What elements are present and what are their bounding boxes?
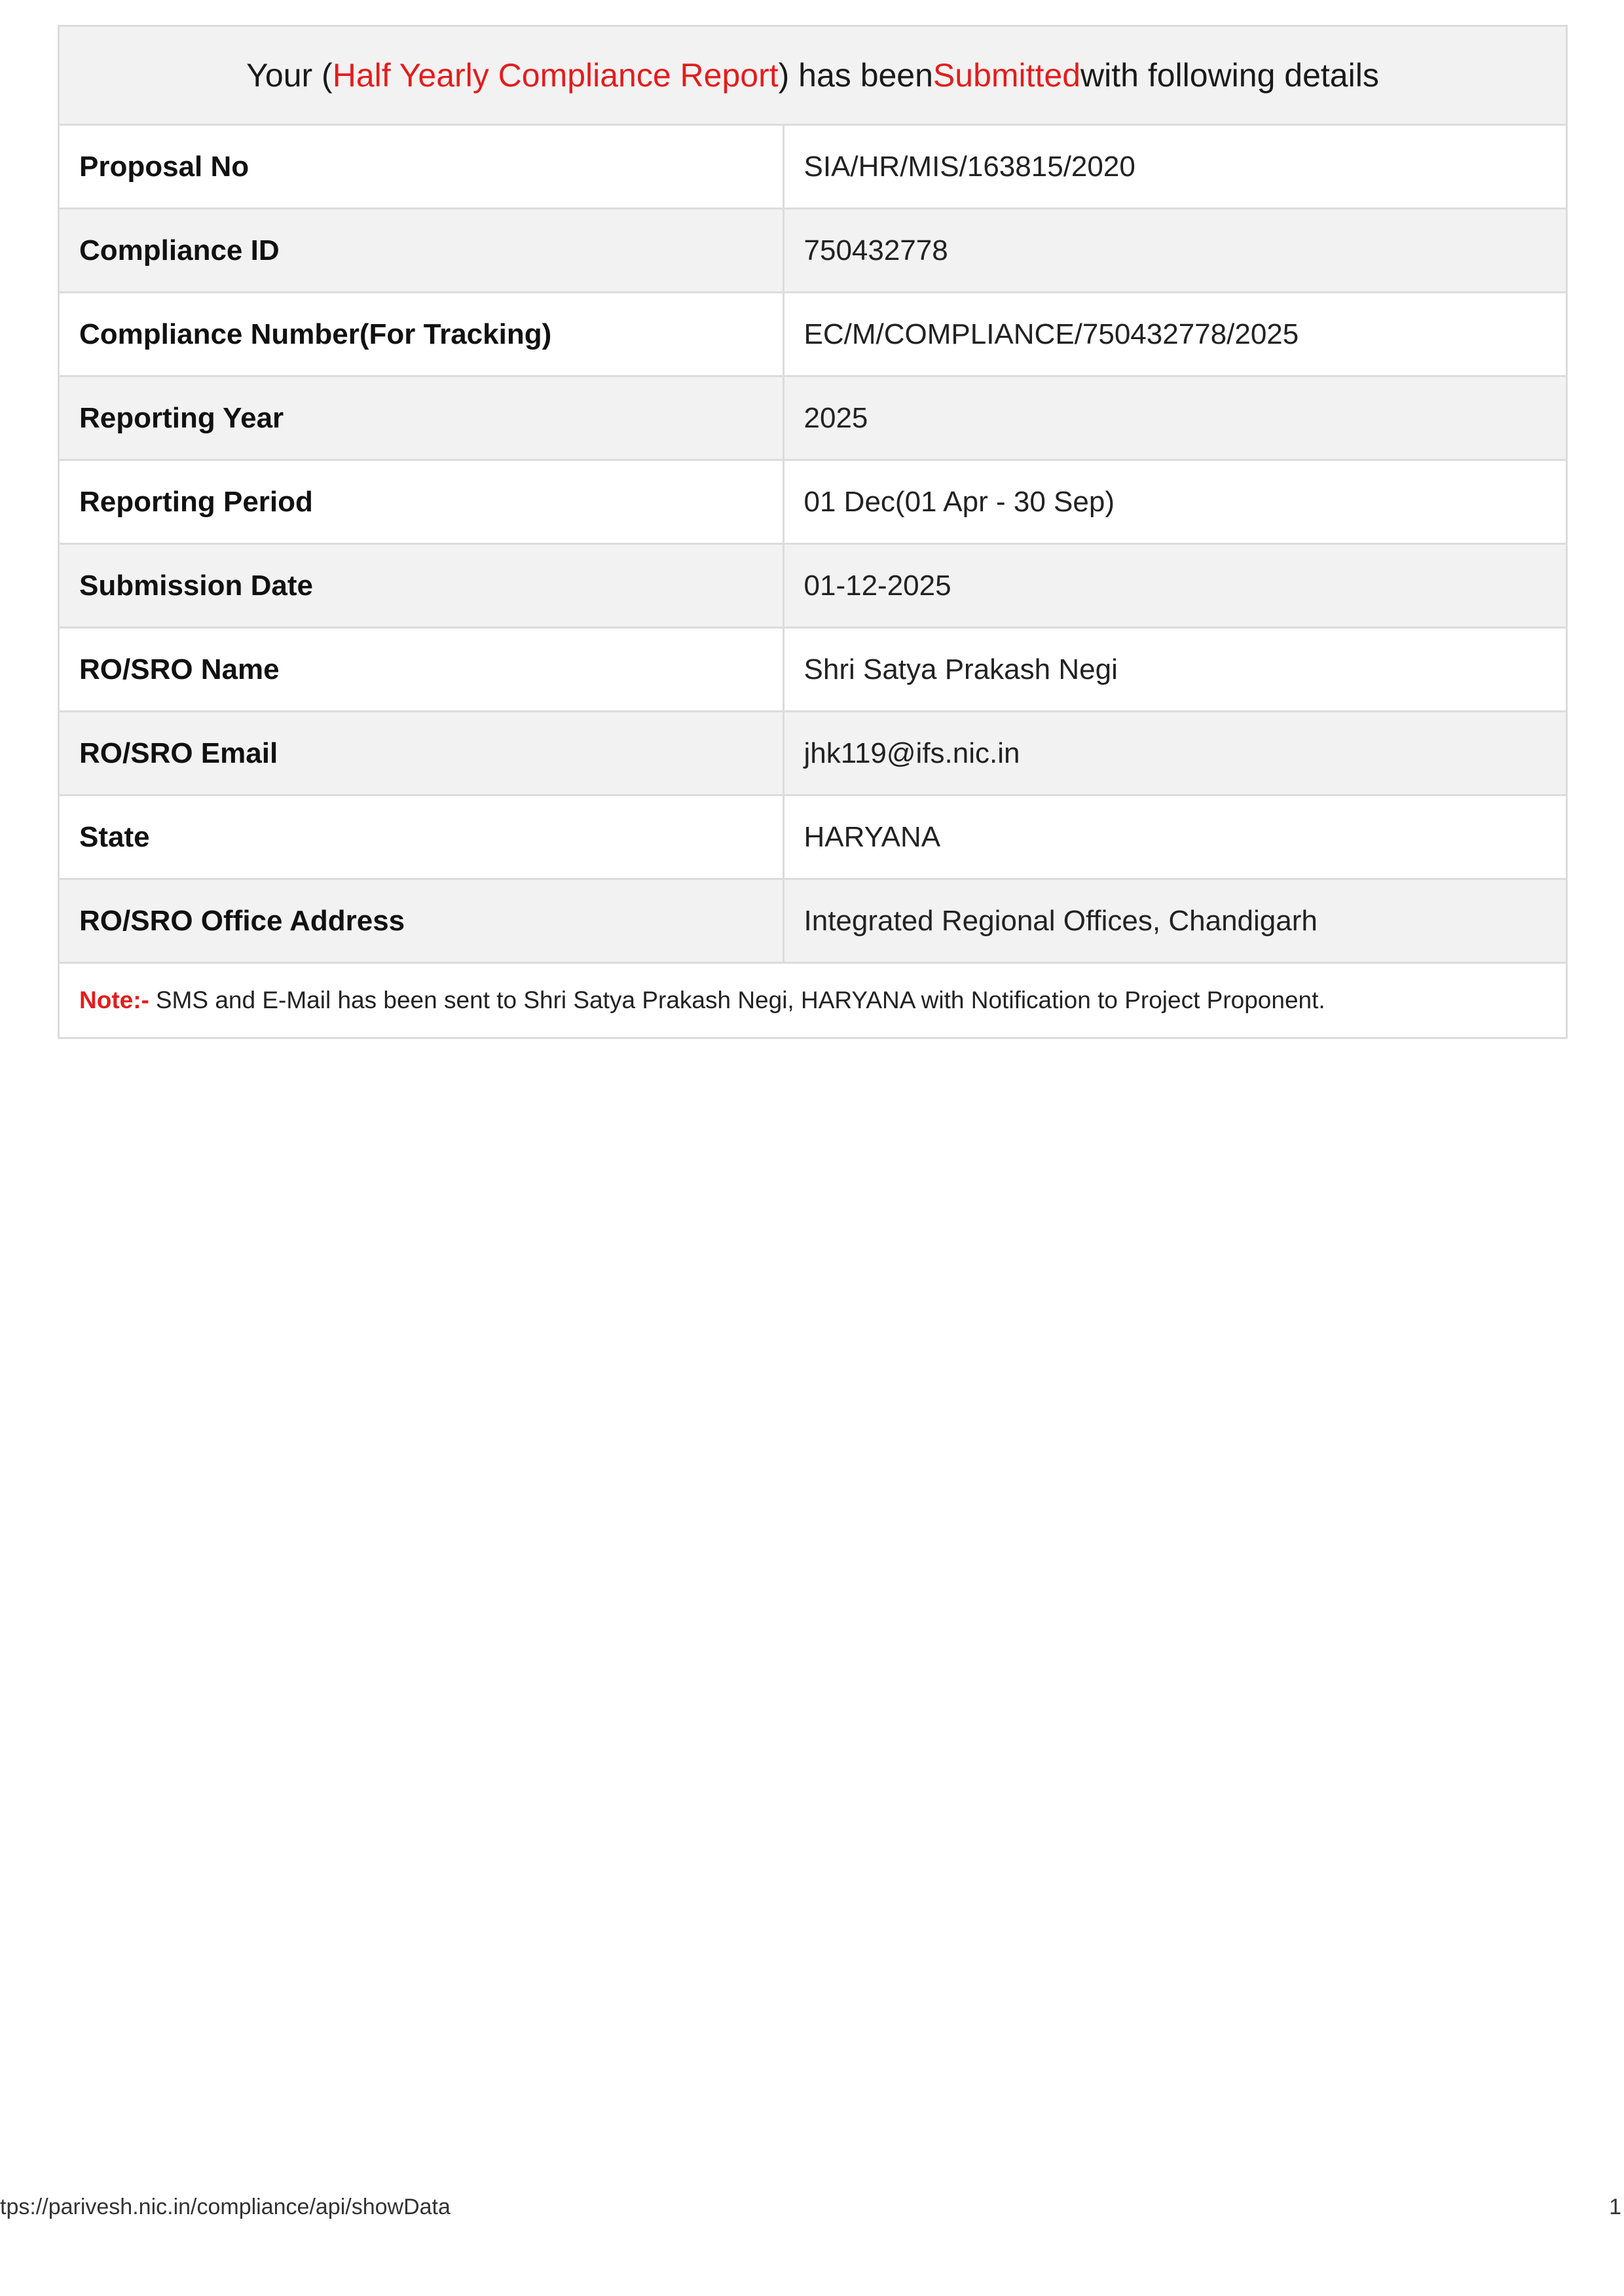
row-value: 750432778 bbox=[783, 209, 1566, 293]
row-value: 01-12-2025 bbox=[783, 544, 1566, 628]
details-row-compliance-id bbox=[60, 209, 1566, 293]
report-header bbox=[60, 27, 1566, 126]
row-label: State bbox=[60, 795, 783, 879]
compliance-report-card bbox=[58, 25, 1568, 1039]
report-type: Half Yearly Compliance Report bbox=[332, 57, 779, 94]
details-row-ro-sro-name bbox=[60, 628, 1566, 712]
details-row-reporting-period bbox=[60, 460, 1566, 544]
row-value: Integrated Regional Offices, Chandigarh bbox=[783, 879, 1566, 963]
row-value: HARYANA bbox=[783, 795, 1566, 879]
row-value: SIA/HR/MIS/163815/2020 bbox=[783, 126, 1566, 209]
details-row-proposal-no bbox=[60, 126, 1566, 209]
row-label: RO/SRO Office Address bbox=[60, 879, 783, 963]
row-label: Compliance Number(For Tracking) bbox=[60, 293, 783, 376]
details-row-ro-sro-email bbox=[60, 712, 1566, 795]
footer-url: tps://parivesh.nic.in/compliance/api/showData bbox=[0, 2195, 451, 2219]
row-label: RO/SRO Email bbox=[60, 712, 783, 795]
header-prefix: Your ( bbox=[246, 57, 333, 94]
row-value: 2025 bbox=[783, 376, 1566, 460]
row-label: Submission Date bbox=[60, 544, 783, 628]
row-value: Shri Satya Prakash Negi bbox=[783, 628, 1566, 712]
notification-note bbox=[60, 964, 1566, 1037]
submission-status: Submitted bbox=[932, 57, 1081, 94]
page-number: 1 bbox=[1609, 2195, 1621, 2219]
row-label: Reporting Period bbox=[60, 460, 783, 544]
note-text: SMS and E-Mail has been sent to Shri Satya Prakash Negi, HARYANA with Notification to Project Proponent. bbox=[155, 987, 1325, 1013]
note-label: Note:- bbox=[79, 987, 149, 1013]
header-middle: ) has been bbox=[778, 57, 933, 94]
details-row-compliance-number bbox=[60, 293, 1566, 376]
details-row-reporting-year bbox=[60, 376, 1566, 460]
row-value: EC/M/COMPLIANCE/750432778/2025 bbox=[783, 293, 1566, 376]
header-suffix: with following details bbox=[1080, 57, 1379, 94]
row-value: jhk119@ifs.nic.in bbox=[783, 712, 1566, 795]
row-value: 01 Dec(01 Apr - 30 Sep) bbox=[783, 460, 1566, 544]
details-row-state bbox=[60, 795, 1566, 879]
details-row-submission-date bbox=[60, 544, 1566, 628]
details-table bbox=[60, 126, 1566, 964]
row-label: Compliance ID bbox=[60, 209, 783, 293]
details-row-office-address bbox=[60, 879, 1566, 963]
row-label: Reporting Year bbox=[60, 376, 783, 460]
row-label: Proposal No bbox=[60, 126, 783, 209]
row-label: RO/SRO Name bbox=[60, 628, 783, 712]
